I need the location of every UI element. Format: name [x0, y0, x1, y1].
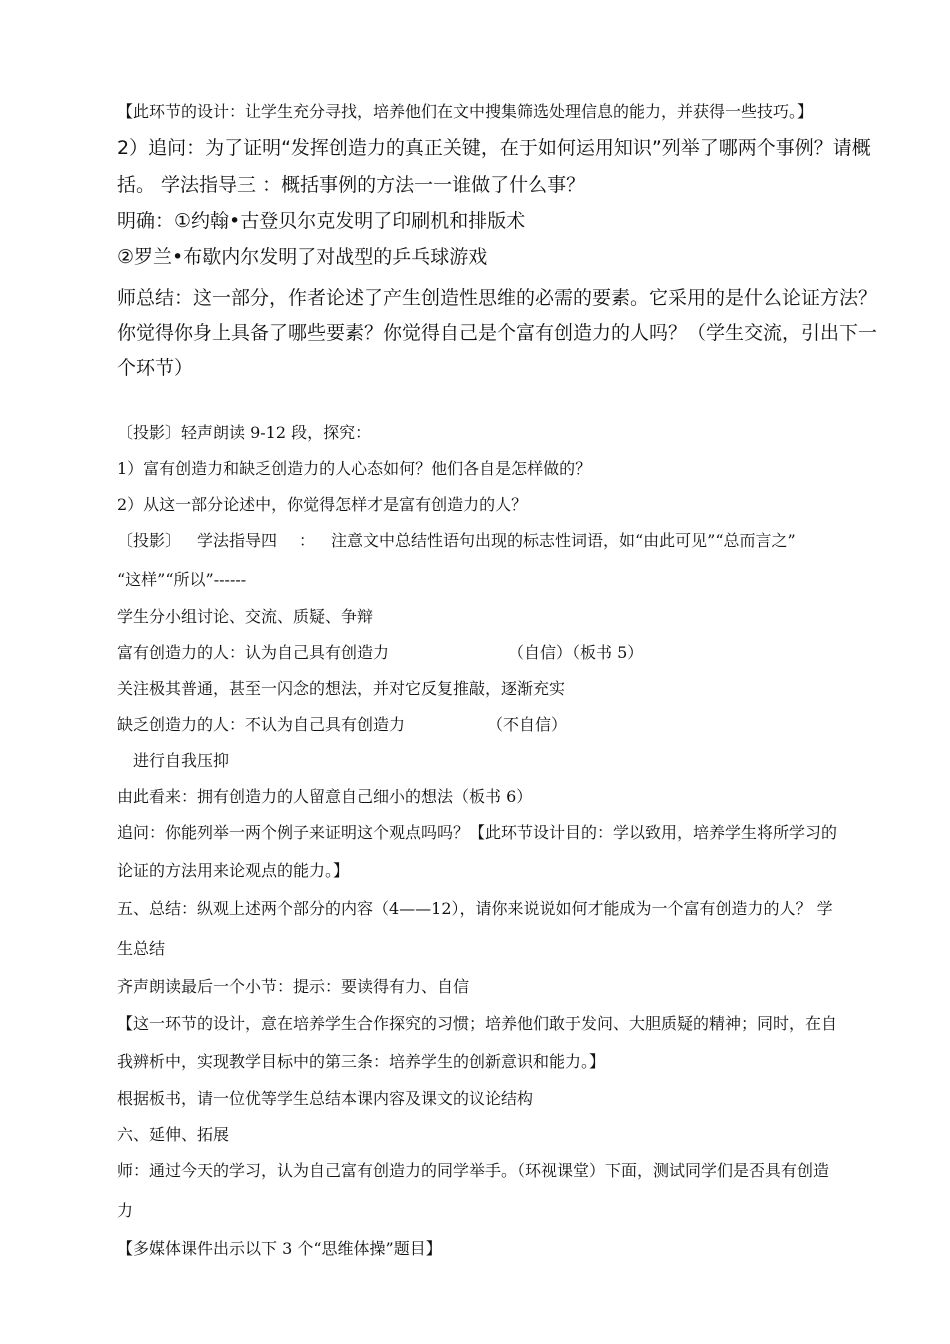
text-line: 追问：你能列举一两个例子来证明这个观点吗吗？【此环节设计目的：学以致用，培养学生将所学习的: [117, 823, 838, 842]
text-line: （自信）（板书 5）: [508, 643, 644, 662]
text-line: 生总结: [117, 939, 166, 958]
text-line: 你觉得你身上具备了哪些要素？你觉得自己是个富有创造力的人吗？（学生交流，引出下一: [117, 322, 878, 344]
text-line: 论证的方法用来论观点的能力。】: [117, 861, 350, 880]
text-line: 2）从这一部分论述中，你觉得怎样才是富有创造力的人？: [117, 495, 528, 514]
text-line: 根据板书，请一位优等学生总结本课内容及课文的议论结构: [117, 1089, 534, 1108]
text-line: 师总结：这一部分，作者论述了产生创造性思维的必需的要素。它采用的是什么论证方法？: [117, 287, 878, 309]
text-line: ②罗兰•布歇内尔发明了对战型的乒乓球游戏: [117, 246, 488, 268]
text-line: 学生分小组讨论、交流、质疑、争辩: [117, 607, 374, 626]
text-line: 由此看来：拥有创造力的人留意自己细小的想法（板书 6）: [117, 787, 533, 806]
text-line: 进行自我压抑: [133, 751, 230, 770]
text-line: 我辨析中，实现教学目标中的第三条：培养学生的创新意识和能力。】: [117, 1052, 606, 1071]
text-line: 注意文中总结性语句出现的标志性词语，如“由此可见”“总而言之”: [331, 531, 796, 550]
text-line: 【这一环节的设计，意在培养学生合作探究的习惯；培养他们敢于发问、大胆质疑的精神；同时，在自: [117, 1014, 838, 1033]
text-line: 关注极其普通，甚至一闪念的想法，并对它反复推敲，逐渐充实: [117, 679, 566, 698]
text-line: 个环节）: [117, 357, 194, 379]
text-line: 缺乏创造力的人：不认为自己具有创造力: [117, 715, 406, 734]
text-line: 括。 学法指导三 ：概括事例的方法一一谁做了什么事？: [117, 174, 586, 196]
text-line: 六、延伸、拓展: [117, 1125, 230, 1144]
text-line: 力: [117, 1201, 134, 1220]
text-line: ：: [299, 531, 316, 550]
text-line: 师：通过今天的学习，认为自己富有创造力的同学举手。（环视课堂）下面，测试同学们是否具有创造: [117, 1161, 830, 1180]
text-line: 【此环节的设计：让学生充分寻找，培养他们在文中搜集筛选处理信息的能力，并获得一些技巧。】: [117, 102, 814, 121]
text-line: 〔投影〕: [117, 531, 182, 550]
text-line: 五、总结：纵观上述两个部分的内容（4——12），请你来说说如何才能成为一个富有创造力的人？ 学: [117, 899, 833, 918]
text-line: “这样”“所以”------: [117, 570, 247, 589]
text-line: 〔投影〕轻声朗读 9-12 段，探究：: [117, 423, 372, 442]
text-line: 2）追问：为了证明“发挥创造力的真正关键，在于如何运用知识”列举了哪两个事例？请概: [117, 137, 871, 159]
text-line: 富有创造力的人：认为自己具有创造力: [117, 643, 390, 662]
text-line: 1）富有创造力和缺乏创造力的人心态如何？他们各自是怎样做的？: [117, 459, 592, 478]
text-line: （不自信）: [487, 715, 568, 734]
text-line: 齐声朗读最后一个小节：提示：要读得有力、自信: [117, 977, 470, 996]
text-line: 【多媒体课件出示以下 3 个“思维体操”题目】: [117, 1239, 442, 1258]
text-line: 学法指导四: [197, 531, 278, 550]
text-line: 明确：①约翰•古登贝尔克发明了印刷机和排版术: [117, 210, 526, 232]
